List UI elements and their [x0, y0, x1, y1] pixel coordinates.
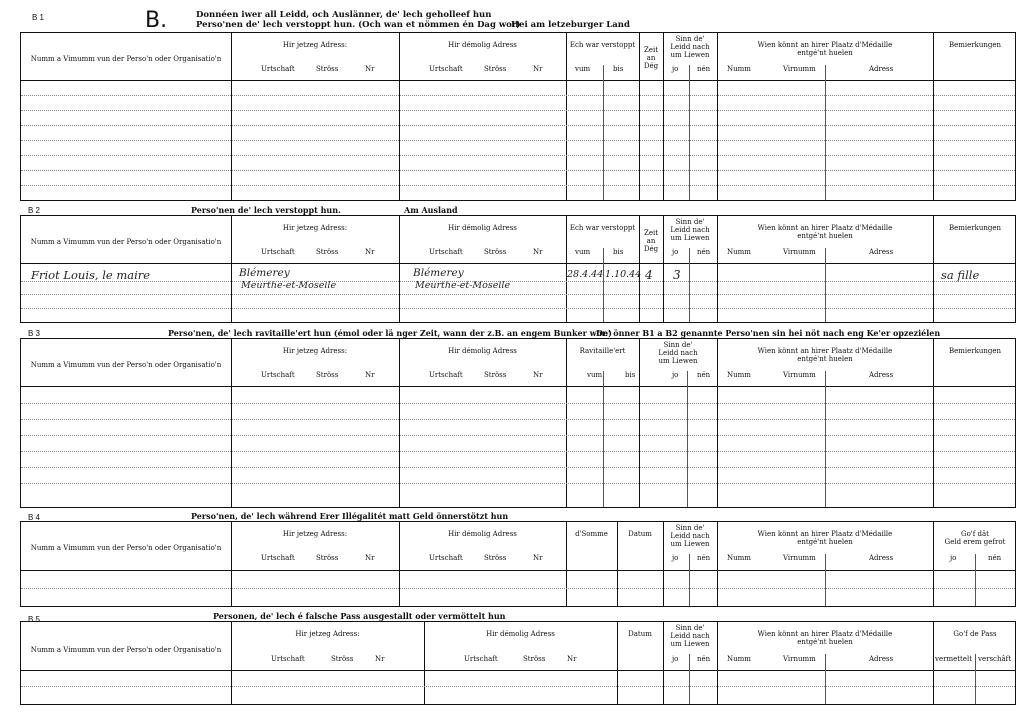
col-sinn3: um Liewen — [670, 540, 710, 548]
col-yes: jo — [950, 554, 957, 562]
col-addr-now: Hir jetzeg Adress: — [282, 347, 348, 355]
col-mfirst: Virnumm — [783, 371, 816, 379]
col-street: Ströss — [316, 371, 339, 379]
col-time3: Dég — [643, 245, 659, 253]
section-b2-place: Am Ausland — [404, 205, 458, 215]
section-b2-heading: Perso'nen de' lech verstoppt hun. — [191, 205, 341, 215]
col-medal: Wien könnt an hirer Plaatz d'Médaille — [757, 630, 893, 638]
section-id-b1: B 1 — [32, 13, 45, 22]
col-yes: jo — [672, 655, 679, 663]
col-addr-old: Hir démolig Adress — [448, 347, 517, 355]
col-no: nén — [697, 65, 711, 73]
section-b2 — [20, 215, 1016, 323]
title-line1: Donnéen iwer all Leidd, och Auslänner, de' lech geholleef hun — [196, 10, 492, 20]
col-from: vum — [575, 65, 591, 73]
entry-to: 1.10.44 — [605, 269, 642, 280]
col-nr: Nr — [365, 65, 375, 73]
col-addr-now: Hir jetzeg Adress: — [282, 224, 348, 232]
col-made: verschâft — [978, 655, 1012, 663]
col-name: Numm a Vimumm vun der Perso'n oder Organisatio'n — [30, 55, 222, 63]
col-to: bis — [613, 248, 624, 256]
entry-from: 28.4.44 — [567, 269, 604, 280]
col-street: Ströss — [484, 554, 507, 562]
col-town: Urtschaft — [261, 554, 295, 562]
col-town: Urtschaft — [271, 655, 305, 663]
entry-days: 4 — [645, 268, 653, 282]
col-sinn2: Leidd nach — [670, 532, 710, 540]
col-street: Ströss — [484, 248, 507, 256]
col-nr: Nr — [375, 655, 385, 663]
col-hidden: Ech war verstoppt — [569, 41, 636, 49]
col-from: vum — [575, 248, 591, 256]
col-street: Ströss — [316, 65, 339, 73]
col-town: Urtschaft — [464, 655, 498, 663]
col-street: Ströss — [484, 65, 507, 73]
col-yes: jo — [672, 371, 679, 379]
col-town: Urtschaft — [429, 65, 463, 73]
col-sinn1: Sinn de' — [675, 218, 705, 226]
col-gof: Go'f dât — [960, 530, 989, 538]
col-remarks: Bemierkungen — [948, 41, 1002, 49]
col-medal: Wien könnt an hirer Plaatz d'Médaille — [757, 530, 893, 538]
col-sinn1: Sinn de' — [675, 524, 705, 532]
col-no: nén — [988, 554, 1002, 562]
title-line2-place: Hei am letzeburger Land — [511, 20, 630, 30]
col-mname: Numm — [727, 554, 751, 562]
col-yes: jo — [672, 554, 679, 562]
col-town: Urtschaft — [429, 554, 463, 562]
col-yes: jo — [672, 248, 679, 256]
col-sinn2: Leidd nach — [670, 43, 710, 51]
col-no: nén — [697, 655, 711, 663]
col-street: Ströss — [316, 554, 339, 562]
entry-alive: 3 — [673, 268, 681, 282]
entry-remark: sa fille — [941, 268, 980, 282]
section-id-b2: B 2 — [28, 206, 41, 215]
col-town: Urtschaft — [429, 371, 463, 379]
section-b3 — [20, 338, 1016, 508]
col-maddr: Adress — [869, 371, 894, 379]
col-no: nén — [697, 554, 711, 562]
section-id-b4: B 4 — [28, 513, 41, 522]
col-medal2: entgé'nt huelen — [797, 49, 853, 57]
col-addr-now: Hir jetzeg Adress: — [282, 41, 348, 49]
section-b5 — [20, 621, 1016, 705]
entry-name: Friot Louis, le maire — [31, 268, 151, 282]
col-addr-old: Hir démolig Adress — [448, 530, 517, 538]
col-sum: d'Somme — [575, 530, 608, 538]
col-maddr: Adress — [869, 655, 894, 663]
col-nr: Nr — [365, 371, 375, 379]
section-id-b5: B 5 — [28, 615, 41, 624]
col-time: Zeit — [643, 46, 659, 54]
col-mname: Numm — [727, 65, 751, 73]
col-nr: Nr — [533, 371, 543, 379]
col-ravi: Ravitaille'ert — [579, 347, 626, 355]
section-b3-note: De' önner B1 a B2 genannte Perso'nen sin hei nöt nach eng Ke'er opzeziélen — [596, 328, 941, 338]
col-mname: Numm — [727, 371, 751, 379]
col-no: nén — [697, 248, 711, 256]
col-to: bis — [613, 65, 624, 73]
col-yes: jo — [672, 65, 679, 73]
col-time: Zeit — [643, 229, 659, 237]
col-medal2: entgé'nt huelen — [797, 355, 853, 363]
col-time2: an — [646, 54, 656, 62]
col-addr-now: Hir jetzeg Adress: — [295, 630, 360, 638]
col-sinn2: Leidd nach — [670, 226, 710, 234]
col-addr-old: Hir démolig Adress — [486, 630, 555, 638]
col-mfirst: Virnumm — [783, 248, 816, 256]
col-maddr: Adress — [869, 248, 894, 256]
section-b3-heading: Perso'nen, de' lech ravitaille'ert hun (émol oder lä nger Zeit, wann der z.B. an engem Bunker wor.) — [168, 328, 612, 338]
entry-old-town: Blémerey — [413, 267, 464, 279]
col-date: Datum — [628, 530, 652, 538]
col-nr: Nr — [365, 554, 375, 562]
col-maddr: Adress — [869, 65, 894, 73]
col-sinn1: Sinn de' — [663, 341, 693, 349]
col-sinn1: Sinn de' — [675, 624, 705, 632]
col-gof2: Geld erem gefrot — [944, 538, 1006, 546]
col-medal: Wien könnt an hirer Plaatz d'Médaille — [757, 41, 893, 49]
col-name: Numm a Vimumm vun der Perso'n oder Organisatio'n — [30, 238, 222, 246]
col-street: Ströss — [316, 248, 339, 256]
col-nr: Nr — [567, 655, 577, 663]
col-medal: Wien könnt an hirer Plaatz d'Médaille — [757, 347, 893, 355]
section-b4 — [20, 521, 1016, 607]
col-medal2: entgé'nt huelen — [797, 232, 853, 240]
col-remarks: Bemierkungen — [948, 347, 1002, 355]
section-b4-heading: Perso'nen, de' lech während Erer Illégalitét matt Geld önnerstötzt hun — [191, 511, 509, 521]
col-name: Numm a Vimumm vun der Perso'n oder Organisatio'n — [30, 361, 222, 369]
col-medal2: entgé'nt huelen — [797, 538, 853, 546]
col-sinn2: Leidd nach — [670, 632, 710, 640]
col-sinn1: Sinn de' — [675, 35, 705, 43]
col-mfirst: Virnumm — [783, 554, 816, 562]
col-maddr: Adress — [869, 554, 894, 562]
section-id-b3: B 3 — [28, 329, 41, 338]
col-sinn3: um Liewen — [658, 357, 698, 365]
col-street: Ströss — [331, 655, 354, 663]
col-town: Urtschaft — [261, 248, 295, 256]
col-town: Urtschaft — [429, 248, 463, 256]
col-passgof: Go'f de Pass — [953, 630, 997, 638]
col-sinn3: um Liewen — [670, 234, 710, 242]
col-name: Numm a Vimumm vun der Perso'n oder Organisatio'n — [30, 544, 222, 552]
col-no: nén — [697, 371, 711, 379]
form-letter: B. — [145, 8, 168, 33]
section-b5-heading: Personen, de' lech é falsche Pass ausgestallt oder vermöttelt hun — [213, 611, 506, 621]
col-addr-now: Hir jetzeg Adress: — [282, 530, 348, 538]
col-from: vum — [587, 371, 603, 379]
col-remarks: Bemierkungen — [948, 224, 1002, 232]
entry-old-region: Meurthe-et-Moselle — [415, 280, 511, 291]
col-nr: Nr — [533, 248, 543, 256]
col-mname: Numm — [727, 248, 751, 256]
col-mfirst: Virnumm — [783, 655, 816, 663]
col-date: Datum — [628, 630, 652, 638]
section-b1 — [20, 32, 1016, 201]
col-nr: Nr — [533, 554, 543, 562]
col-time2: an — [646, 237, 656, 245]
col-street: Ströss — [484, 371, 507, 379]
col-sinn3: um Liewen — [670, 640, 710, 648]
col-hidden: Ech war verstoppt — [569, 224, 636, 232]
col-town: Urtschaft — [261, 371, 295, 379]
col-name: Numm a Vimumm vun der Perso'n oder Organisatio'n — [30, 646, 222, 654]
col-medal: Wien könnt an hirer Plaatz d'Médaille — [757, 224, 893, 232]
col-to: bis — [625, 371, 636, 379]
entry-now-town: Blémerey — [239, 267, 290, 279]
title-line2: Perso'nen de' lech verstoppt hun. (Och wan et nömmen én Dag wor) — [196, 20, 521, 30]
col-mname: Numm — [727, 655, 751, 663]
col-time3: Dég — [643, 62, 659, 70]
col-addr-old: Hir démolig Adress — [448, 41, 517, 49]
col-nr: Nr — [365, 248, 375, 256]
col-mediated: vermettelt — [935, 655, 973, 663]
col-nr: Nr — [533, 65, 543, 73]
col-medal2: entgé'nt huelen — [797, 638, 853, 646]
entry-now-region: Meurthe-et-Moselle — [241, 280, 337, 291]
col-street: Ströss — [523, 655, 546, 663]
col-sinn3: um Liewen — [670, 51, 710, 59]
col-addr-old: Hir démolig Adress — [448, 224, 517, 232]
col-sinn2: Leidd nach — [658, 349, 698, 357]
col-town: Urtschaft — [261, 65, 295, 73]
col-mfirst: Virnumm — [783, 65, 816, 73]
